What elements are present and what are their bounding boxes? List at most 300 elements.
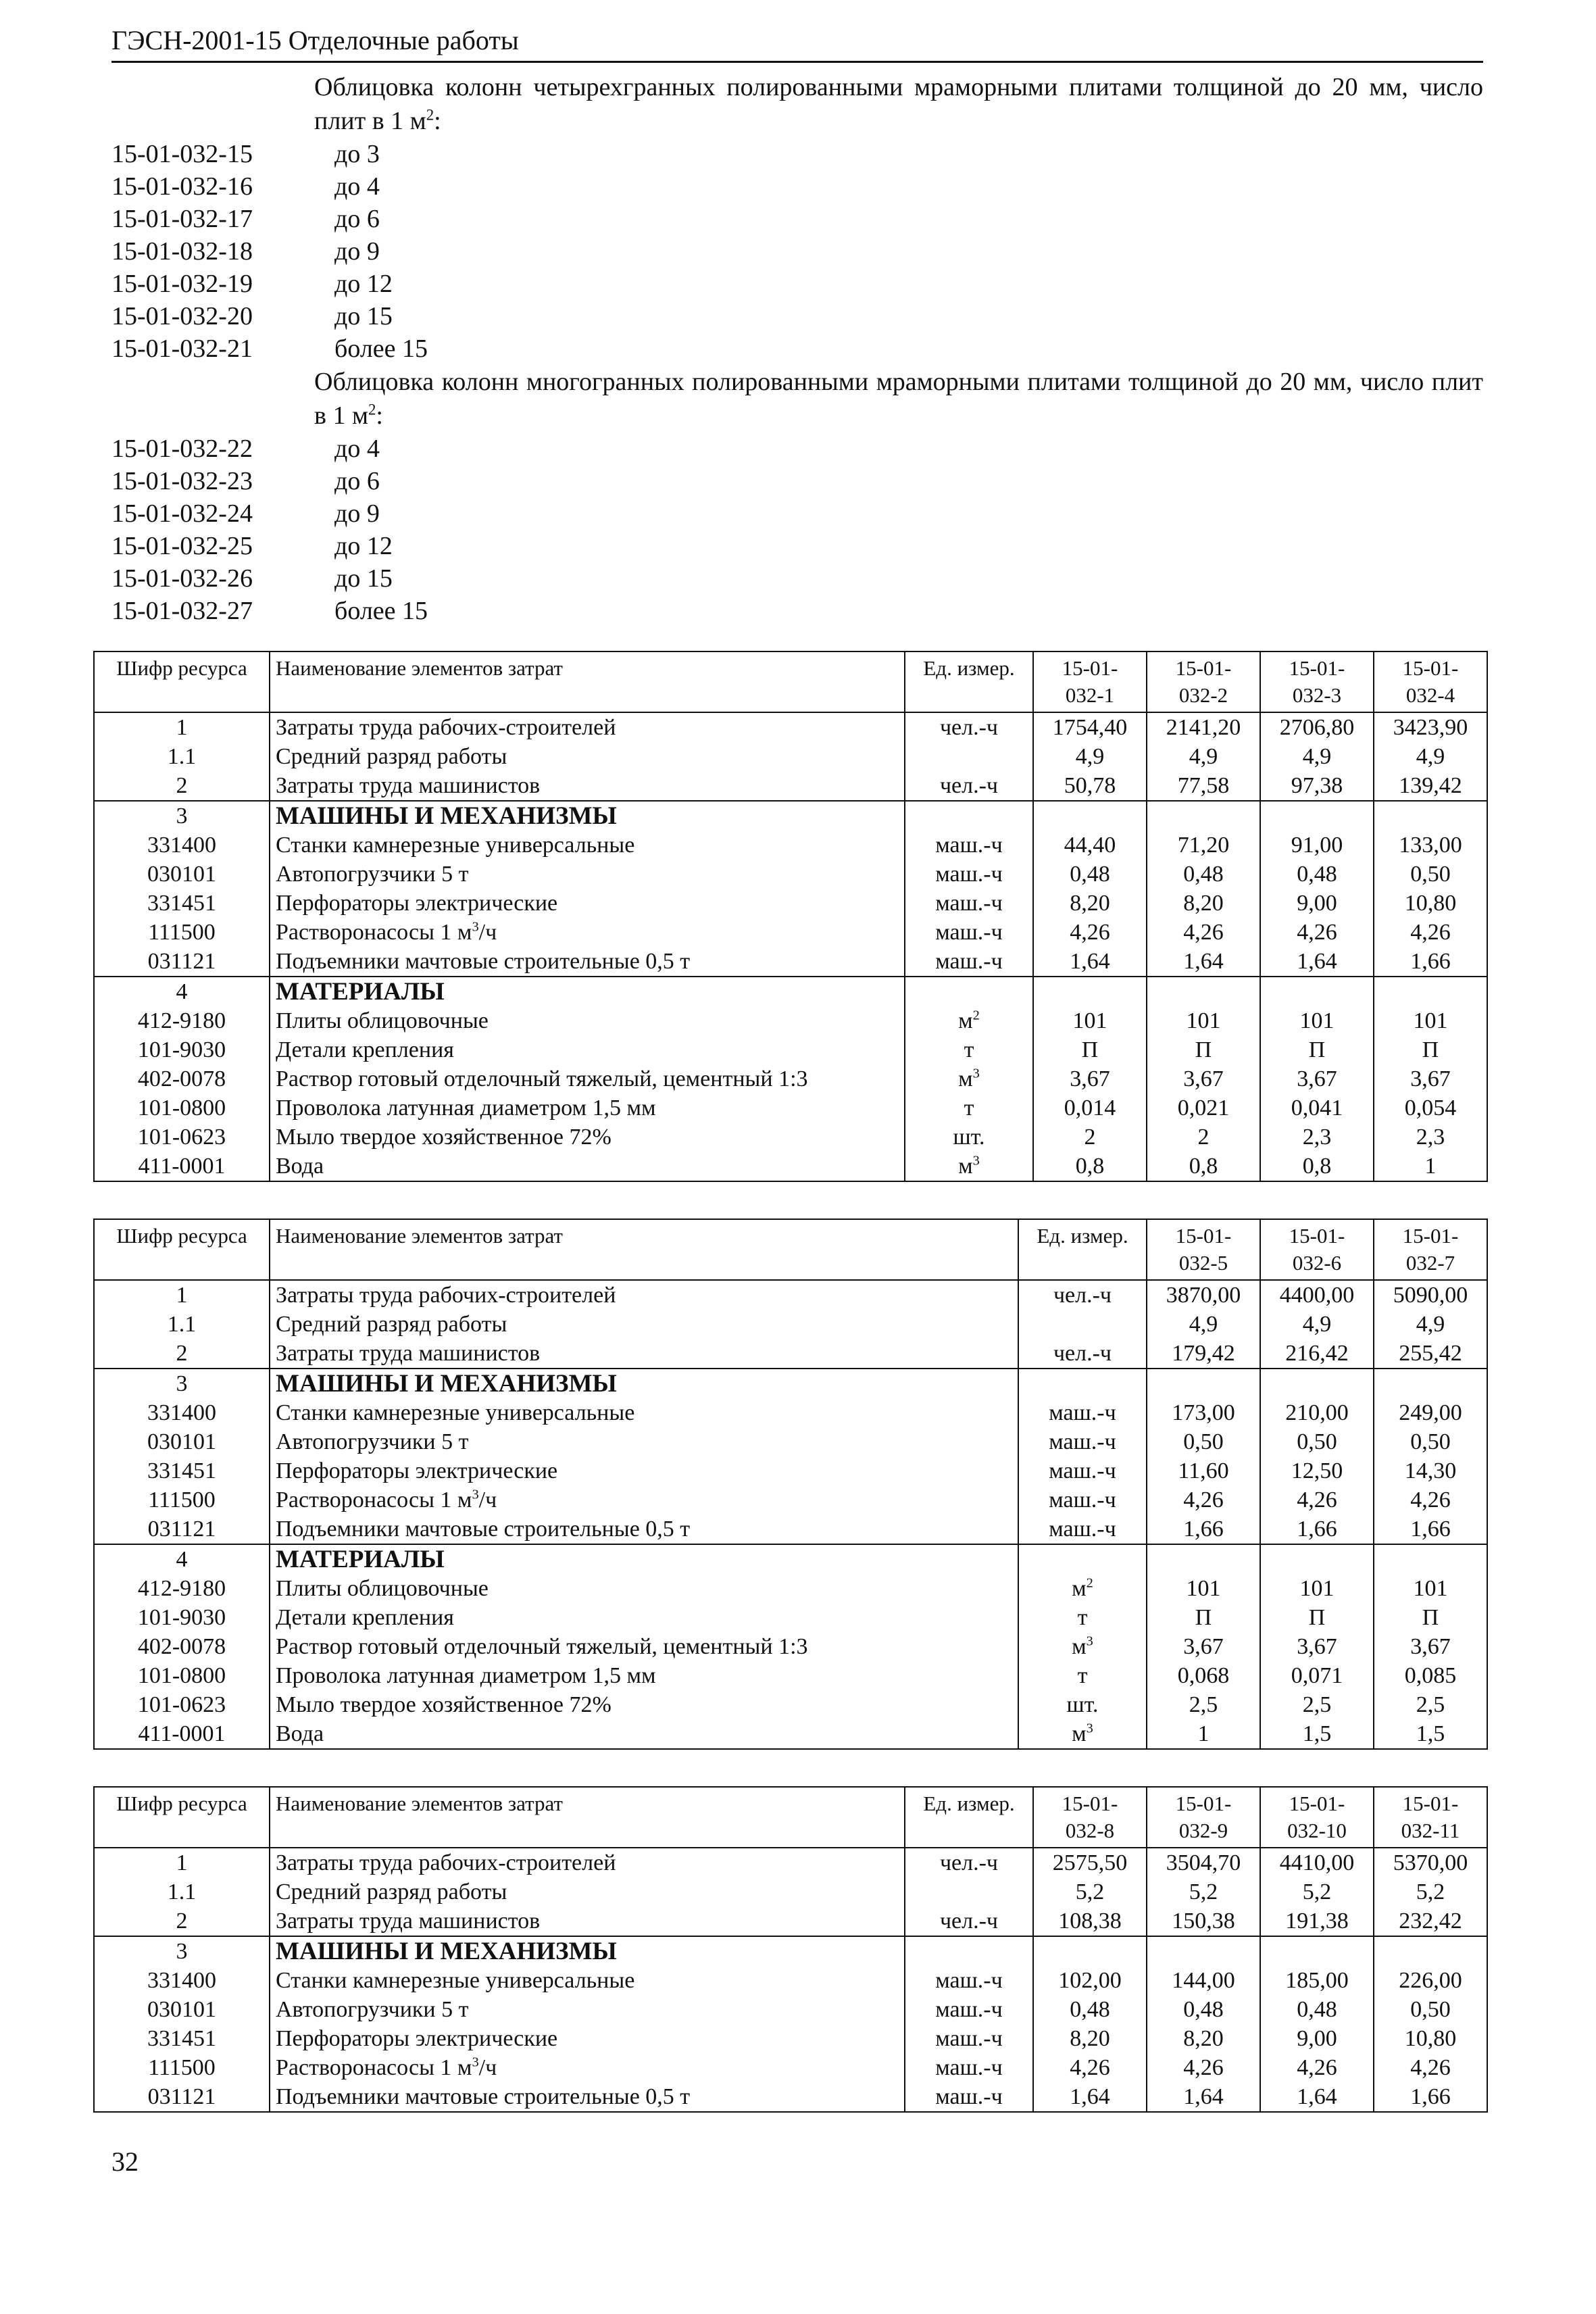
resource-name bbox=[270, 771, 905, 801]
value-cell: 4,26 bbox=[1374, 918, 1487, 947]
value-cell: 2,5 bbox=[1147, 1690, 1260, 1719]
section-row bbox=[94, 1369, 1487, 1398]
resource-name-text: Средний разряд работы bbox=[276, 744, 507, 769]
value-cell: 4,9 bbox=[1260, 1310, 1374, 1339]
value-cell bbox=[1260, 1936, 1374, 1966]
resource-name bbox=[270, 1632, 1018, 1661]
unit-text: шт. bbox=[953, 1125, 985, 1150]
resource-code: 331451 bbox=[94, 889, 270, 918]
table-row bbox=[94, 947, 1487, 977]
resource-name bbox=[270, 831, 905, 860]
resource-code: 111500 bbox=[94, 1485, 270, 1515]
table-row bbox=[94, 1632, 1487, 1661]
resource-name-text: Затраты труда машинистов bbox=[276, 773, 541, 798]
unit-text: маш.-ч bbox=[935, 920, 1003, 945]
resource-name bbox=[270, 1877, 905, 1906]
value-cell: 0,48 bbox=[1147, 860, 1260, 889]
resource-code: 1.1 bbox=[94, 742, 270, 771]
value-cell: 4,26 bbox=[1260, 1485, 1374, 1515]
resource-name-text: Подъемники мачтовые строительные 0,5 т bbox=[276, 1517, 691, 1542]
code-list-item bbox=[111, 235, 1483, 268]
value-cell: 2706,80 bbox=[1260, 712, 1374, 742]
value-cell: 4,9 bbox=[1147, 742, 1260, 771]
section-row bbox=[94, 1544, 1487, 1574]
unit-cell bbox=[1018, 1690, 1147, 1719]
value-cell: 191,38 bbox=[1260, 1906, 1374, 1936]
value-cell: 44,40 bbox=[1033, 831, 1147, 860]
table-row bbox=[94, 2053, 1487, 2082]
value-cell: 0,48 bbox=[1260, 1995, 1374, 2024]
table-row bbox=[94, 1398, 1487, 1427]
value-cell: 0,50 bbox=[1374, 860, 1487, 889]
value-cell bbox=[1260, 801, 1374, 831]
item-desc: до 15 bbox=[334, 302, 393, 330]
unit-cell bbox=[1018, 1719, 1147, 1749]
unit-text: шт. bbox=[1066, 1692, 1099, 1717]
unit-text: м bbox=[1072, 1721, 1087, 1746]
resource-code: 1 bbox=[94, 1848, 270, 1877]
value-cell: 4,26 bbox=[1033, 918, 1147, 947]
resource-name bbox=[270, 1006, 905, 1035]
unit-text: маш.-ч bbox=[1049, 1400, 1116, 1425]
value-cell: 0,041 bbox=[1260, 1093, 1374, 1123]
value-cell: 5090,00 bbox=[1374, 1280, 1487, 1310]
value-cell: 5,2 bbox=[1147, 1877, 1260, 1906]
code-list-item bbox=[111, 497, 1483, 530]
value-cell: 255,42 bbox=[1374, 1339, 1487, 1369]
unit-cell bbox=[905, 2024, 1033, 2053]
value-cell: 0,50 bbox=[1374, 1427, 1487, 1456]
resource-name-text: МАШИНЫ И МЕХАНИЗМЫ bbox=[276, 1370, 617, 1398]
resource-code: 4 bbox=[94, 1544, 270, 1574]
value-cell: 101 bbox=[1260, 1574, 1374, 1603]
unit-cell bbox=[1018, 1427, 1147, 1456]
value-cell: 249,00 bbox=[1374, 1398, 1487, 1427]
table-row bbox=[94, 1280, 1487, 1310]
header-column-line1: 15-01- bbox=[1062, 656, 1118, 680]
resource-name-text: МАТЕРИАЛЫ bbox=[276, 978, 445, 1006]
value-cell: 4,26 bbox=[1374, 1485, 1487, 1515]
value-cell: 1,66 bbox=[1374, 2082, 1487, 2112]
value-cell: П bbox=[1374, 1035, 1487, 1064]
value-cell: 1,66 bbox=[1374, 947, 1487, 977]
value-cell: 5,2 bbox=[1374, 1877, 1487, 1906]
value-cell: 4,9 bbox=[1374, 1310, 1487, 1339]
unit-cell bbox=[905, 860, 1033, 889]
header-code: Шифр ресурса bbox=[94, 1219, 270, 1280]
value-cell: 150,38 bbox=[1147, 1906, 1260, 1936]
resource-code: 030101 bbox=[94, 860, 270, 889]
header-column-line2: 032-7 bbox=[1405, 1251, 1455, 1275]
header-column-code bbox=[1260, 1219, 1374, 1280]
value-cell: 3423,90 bbox=[1374, 712, 1487, 742]
item-desc: до 15 bbox=[334, 564, 393, 593]
header-column-line2: 032-11 bbox=[1401, 1819, 1460, 1842]
resource-name bbox=[270, 1574, 1018, 1603]
header-column-line1: 15-01- bbox=[1402, 656, 1459, 680]
header-column-line1: 15-01- bbox=[1289, 656, 1345, 680]
intro-end: : bbox=[434, 107, 441, 135]
header-column-code bbox=[1033, 651, 1147, 712]
header-column-line2: 032-6 bbox=[1292, 1251, 1342, 1275]
unit-cell bbox=[1018, 1515, 1147, 1544]
table-row bbox=[94, 1064, 1487, 1093]
value-cell: 2141,20 bbox=[1147, 712, 1260, 742]
unit-text: маш.-ч bbox=[935, 1997, 1003, 2022]
resource-name bbox=[270, 1369, 1018, 1398]
resource-name-sup: 3 bbox=[472, 2054, 479, 2070]
table-row bbox=[94, 712, 1487, 742]
value-cell: 3,67 bbox=[1374, 1064, 1487, 1093]
table-header-row bbox=[94, 1219, 1487, 1280]
value-cell: 0,021 bbox=[1147, 1093, 1260, 1123]
unit-cell bbox=[905, 831, 1033, 860]
value-cell: 12,50 bbox=[1260, 1456, 1374, 1485]
table-row bbox=[94, 1310, 1487, 1339]
item-desc: до 12 bbox=[334, 270, 393, 298]
resource-name bbox=[270, 1661, 1018, 1690]
value-cell: 10,80 bbox=[1374, 889, 1487, 918]
unit-cell bbox=[1018, 1310, 1147, 1339]
resource-table-1 bbox=[93, 651, 1488, 1182]
value-cell: 0,071 bbox=[1260, 1661, 1374, 1690]
unit-text: т bbox=[964, 1096, 974, 1121]
resource-table-2 bbox=[93, 1218, 1488, 1750]
value-cell bbox=[1374, 1936, 1487, 1966]
resource-name-sup: 3 bbox=[472, 1487, 479, 1502]
value-cell: 4,9 bbox=[1374, 742, 1487, 771]
unit-sup: 2 bbox=[972, 1008, 980, 1023]
value-cell: 3,67 bbox=[1260, 1632, 1374, 1661]
value-cell: 0,054 bbox=[1374, 1093, 1487, 1123]
value-cell bbox=[1374, 1369, 1487, 1398]
resource-name-text: Перфораторы электрические bbox=[276, 1458, 558, 1483]
resource-name bbox=[270, 2024, 905, 2053]
unit-text: чел.-ч bbox=[1053, 1341, 1112, 1366]
item-desc: до 4 bbox=[334, 435, 380, 463]
code-list-item bbox=[111, 530, 1483, 562]
header-column-line2: 032-10 bbox=[1287, 1819, 1347, 1842]
codes-section bbox=[111, 70, 1483, 627]
value-cell: 1,66 bbox=[1374, 1515, 1487, 1544]
table-row bbox=[94, 1456, 1487, 1485]
item-code: 15-01-032-20 bbox=[111, 302, 253, 330]
value-cell: 3,67 bbox=[1260, 1064, 1374, 1093]
value-cell bbox=[1147, 977, 1260, 1006]
resource-name bbox=[270, 1427, 1018, 1456]
resource-name-text: Вода bbox=[276, 1154, 324, 1179]
value-cell: 2,3 bbox=[1260, 1123, 1374, 1152]
header-column-line2: 032-3 bbox=[1292, 683, 1342, 707]
unit-cell bbox=[1018, 1280, 1147, 1310]
value-cell: 3,67 bbox=[1033, 1064, 1147, 1093]
unit-cell bbox=[905, 2082, 1033, 2112]
resource-code: 1 bbox=[94, 1280, 270, 1310]
code-list-item bbox=[111, 562, 1483, 595]
resource-name-text: Средний разряд работы bbox=[276, 1312, 507, 1337]
value-cell: 4,26 bbox=[1260, 2053, 1374, 2082]
unit-cell bbox=[1018, 1398, 1147, 1427]
header-column-line1: 15-01- bbox=[1175, 1792, 1232, 1815]
header-column-line1: 15-01- bbox=[1175, 1224, 1232, 1248]
unit-cell bbox=[905, 1035, 1033, 1064]
value-cell bbox=[1374, 977, 1487, 1006]
header-column-code bbox=[1147, 1787, 1260, 1848]
value-cell: 0,50 bbox=[1147, 1427, 1260, 1456]
page-number: 32 bbox=[111, 2146, 139, 2177]
value-cell bbox=[1033, 977, 1147, 1006]
header-unit: Ед. измер. bbox=[905, 1787, 1033, 1848]
table-row bbox=[94, 1603, 1487, 1632]
unit-cell bbox=[1018, 1485, 1147, 1515]
resource-code: 3 bbox=[94, 1936, 270, 1966]
code-list-item bbox=[111, 268, 1483, 300]
resource-code: 412-9180 bbox=[94, 1574, 270, 1603]
value-cell: 8,20 bbox=[1033, 2024, 1147, 2053]
resource-code: 101-0800 bbox=[94, 1093, 270, 1123]
value-cell: 0,48 bbox=[1033, 1995, 1147, 2024]
value-cell: 1,64 bbox=[1033, 947, 1147, 977]
value-cell: 4,26 bbox=[1033, 2053, 1147, 2082]
unit-cell bbox=[905, 1966, 1033, 1995]
resource-name bbox=[270, 918, 905, 947]
value-cell: 2 bbox=[1147, 1123, 1260, 1152]
table-header-row bbox=[94, 1787, 1487, 1848]
resource-name-text: Перфораторы электрические bbox=[276, 891, 558, 916]
resource-name bbox=[270, 1280, 1018, 1310]
header-column-line2: 032-5 bbox=[1178, 1251, 1228, 1275]
header-column-code bbox=[1374, 1219, 1487, 1280]
header-name: Наименование элементов затрат bbox=[270, 1787, 905, 1848]
unit-cell bbox=[1018, 1369, 1147, 1398]
item-desc: до 4 bbox=[334, 172, 380, 201]
value-cell: П bbox=[1147, 1603, 1260, 1632]
value-cell: 9,00 bbox=[1260, 889, 1374, 918]
resource-name-text: МАТЕРИАЛЫ bbox=[276, 1546, 445, 1573]
item-code: 15-01-032-18 bbox=[111, 237, 253, 266]
resource-name-text: Детали крепления bbox=[276, 1037, 454, 1062]
value-cell: 216,42 bbox=[1260, 1339, 1374, 1369]
unit-text: т bbox=[1077, 1605, 1088, 1630]
resource-code: 1.1 bbox=[94, 1310, 270, 1339]
value-cell bbox=[1260, 1544, 1374, 1574]
value-cell: 101 bbox=[1147, 1006, 1260, 1035]
resource-name bbox=[270, 1603, 1018, 1632]
value-cell: 4,26 bbox=[1147, 2053, 1260, 2082]
value-cell: 4,26 bbox=[1374, 2053, 1487, 2082]
unit-text: маш.-ч bbox=[1049, 1487, 1116, 1512]
resource-code: 101-0623 bbox=[94, 1690, 270, 1719]
header-column-code bbox=[1374, 651, 1487, 712]
resource-code: 030101 bbox=[94, 1427, 270, 1456]
value-cell: 3,67 bbox=[1147, 1064, 1260, 1093]
value-cell: 0,48 bbox=[1260, 860, 1374, 889]
unit-cell bbox=[905, 889, 1033, 918]
value-cell: 101 bbox=[1147, 1574, 1260, 1603]
code-list-item bbox=[111, 138, 1483, 170]
header-divider bbox=[111, 61, 1483, 63]
value-cell: 4,9 bbox=[1033, 742, 1147, 771]
resource-name-text: Вода bbox=[276, 1721, 324, 1746]
table-row bbox=[94, 1152, 1487, 1181]
value-cell: 108,38 bbox=[1033, 1906, 1147, 1936]
table-row bbox=[94, 1035, 1487, 1064]
resource-name bbox=[270, 860, 905, 889]
table-row bbox=[94, 918, 1487, 947]
unit-text: чел.-ч bbox=[939, 1850, 999, 1875]
value-cell: 1,64 bbox=[1147, 947, 1260, 977]
table-row bbox=[94, 2024, 1487, 2053]
value-cell: 2,5 bbox=[1374, 1690, 1487, 1719]
resource-name bbox=[270, 889, 905, 918]
table-row bbox=[94, 1006, 1487, 1035]
table-row bbox=[94, 1339, 1487, 1369]
resource-name-text: Растворонасосы 1 м bbox=[276, 920, 472, 945]
unit-text: маш.-ч bbox=[935, 862, 1003, 887]
unit-text: чел.-ч bbox=[939, 773, 999, 798]
value-cell: 3,67 bbox=[1374, 1632, 1487, 1661]
header-code: Шифр ресурса bbox=[94, 1787, 270, 1848]
item-desc: до 9 bbox=[334, 499, 380, 528]
value-cell: 0,48 bbox=[1033, 860, 1147, 889]
value-cell: 210,00 bbox=[1260, 1398, 1374, 1427]
value-cell: 101 bbox=[1374, 1574, 1487, 1603]
unit-cell bbox=[905, 918, 1033, 947]
value-cell: 2575,50 bbox=[1033, 1848, 1147, 1877]
resource-name-text: Подъемники мачтовые строительные 0,5 т bbox=[276, 949, 691, 974]
unit-cell bbox=[905, 1123, 1033, 1152]
resource-code: 101-9030 bbox=[94, 1603, 270, 1632]
unit-text: т bbox=[964, 1037, 974, 1062]
resource-code: 101-0623 bbox=[94, 1123, 270, 1152]
resource-name bbox=[270, 1515, 1018, 1544]
unit-sup: 3 bbox=[1086, 1633, 1093, 1649]
value-cell: 14,30 bbox=[1374, 1456, 1487, 1485]
header-name: Наименование элементов затрат bbox=[270, 651, 905, 712]
section-intro bbox=[314, 365, 1483, 433]
unit-cell bbox=[905, 1064, 1033, 1093]
table-row bbox=[94, 860, 1487, 889]
value-cell: 1,64 bbox=[1260, 2082, 1374, 2112]
unit-cell bbox=[905, 771, 1033, 801]
unit-cell bbox=[905, 742, 1033, 771]
header-column-line1: 15-01- bbox=[1062, 1792, 1118, 1815]
value-cell bbox=[1147, 1369, 1260, 1398]
header-column-code bbox=[1147, 1219, 1260, 1280]
value-cell: П bbox=[1033, 1035, 1147, 1064]
value-cell: 8,20 bbox=[1147, 889, 1260, 918]
resource-name bbox=[270, 1544, 1018, 1574]
unit-cell bbox=[905, 1848, 1033, 1877]
value-cell: 144,00 bbox=[1147, 1966, 1260, 1995]
resource-name-text: Автопогрузчики 5 т bbox=[276, 1429, 469, 1454]
value-cell: 232,42 bbox=[1374, 1906, 1487, 1936]
unit-text: м bbox=[958, 1008, 973, 1033]
table-row bbox=[94, 1485, 1487, 1515]
section-intro bbox=[314, 70, 1483, 138]
value-cell: 50,78 bbox=[1033, 771, 1147, 801]
value-cell: П bbox=[1260, 1035, 1374, 1064]
resource-name bbox=[270, 947, 905, 977]
code-list-item bbox=[111, 203, 1483, 235]
value-cell: 3,67 bbox=[1147, 1632, 1260, 1661]
item-code: 15-01-032-26 bbox=[111, 564, 253, 593]
unit-sup: 3 bbox=[1086, 1721, 1093, 1736]
item-desc: более 15 bbox=[334, 335, 428, 363]
unit-text: маш.-ч bbox=[1049, 1517, 1116, 1542]
table-row bbox=[94, 771, 1487, 801]
resource-name bbox=[270, 2082, 905, 2112]
value-cell: П bbox=[1374, 1603, 1487, 1632]
item-desc: до 6 bbox=[334, 205, 380, 233]
unit-text: т bbox=[1077, 1663, 1088, 1688]
resource-name-text: Раствор готовый отделочный тяжелый, цементный 1:3 bbox=[276, 1634, 808, 1659]
resource-code: 031121 bbox=[94, 2082, 270, 2112]
resource-code: 101-9030 bbox=[94, 1035, 270, 1064]
resource-code: 031121 bbox=[94, 1515, 270, 1544]
resource-name bbox=[270, 1906, 905, 1936]
value-cell: 3504,70 bbox=[1147, 1848, 1260, 1877]
table-row bbox=[94, 831, 1487, 860]
unit-cell bbox=[905, 1093, 1033, 1123]
resource-name-text: Раствор готовый отделочный тяжелый, цементный 1:3 bbox=[276, 1066, 808, 1091]
header-column-line2: 032-9 bbox=[1178, 1819, 1228, 1842]
unit-text: м bbox=[1072, 1634, 1087, 1659]
value-cell: 102,00 bbox=[1033, 1966, 1147, 1995]
value-cell: 133,00 bbox=[1374, 831, 1487, 860]
resource-code: 2 bbox=[94, 1339, 270, 1369]
unit-text: маш.-ч bbox=[935, 833, 1003, 858]
code-list-item bbox=[111, 170, 1483, 203]
item-desc: до 9 bbox=[334, 237, 380, 266]
resource-code: 331451 bbox=[94, 2024, 270, 2053]
intro-end: : bbox=[376, 401, 383, 430]
resource-name bbox=[270, 1936, 905, 1966]
value-cell: 139,42 bbox=[1374, 771, 1487, 801]
resource-name-text: МАШИНЫ И МЕХАНИЗМЫ bbox=[276, 1938, 617, 1965]
resource-name-text: Станки камнерезные универсальные bbox=[276, 1400, 635, 1425]
unit-text: м bbox=[958, 1154, 973, 1179]
value-cell: 185,00 bbox=[1260, 1966, 1374, 1995]
item-code: 15-01-032-16 bbox=[111, 172, 253, 201]
unit-cell bbox=[1018, 1544, 1147, 1574]
value-cell: 1 bbox=[1374, 1152, 1487, 1181]
resource-code: 111500 bbox=[94, 918, 270, 947]
value-cell: 0,8 bbox=[1260, 1152, 1374, 1181]
resource-name bbox=[270, 1848, 905, 1877]
unit-cell bbox=[905, 977, 1033, 1006]
item-code: 15-01-032-19 bbox=[111, 270, 253, 298]
item-code: 15-01-032-23 bbox=[111, 467, 253, 495]
value-cell: 226,00 bbox=[1374, 1966, 1487, 1995]
resource-name-text: Подъемники мачтовые строительные 0,5 т bbox=[276, 2084, 691, 2109]
resource-name-end: /ч bbox=[478, 1487, 497, 1512]
resource-name bbox=[270, 1456, 1018, 1485]
unit-cell bbox=[1018, 1632, 1147, 1661]
section-row bbox=[94, 801, 1487, 831]
section-row bbox=[94, 977, 1487, 1006]
resource-code: 030101 bbox=[94, 1995, 270, 2024]
intro-sup: 2 bbox=[368, 401, 376, 418]
resource-code: 411-0001 bbox=[94, 1152, 270, 1181]
unit-cell bbox=[1018, 1603, 1147, 1632]
unit-cell bbox=[905, 1006, 1033, 1035]
unit-text: маш.-ч bbox=[1049, 1429, 1116, 1454]
resource-name bbox=[270, 2053, 905, 2082]
section-row bbox=[94, 1936, 1487, 1966]
value-cell: 8,20 bbox=[1147, 2024, 1260, 2053]
value-cell: 1,5 bbox=[1260, 1719, 1374, 1749]
